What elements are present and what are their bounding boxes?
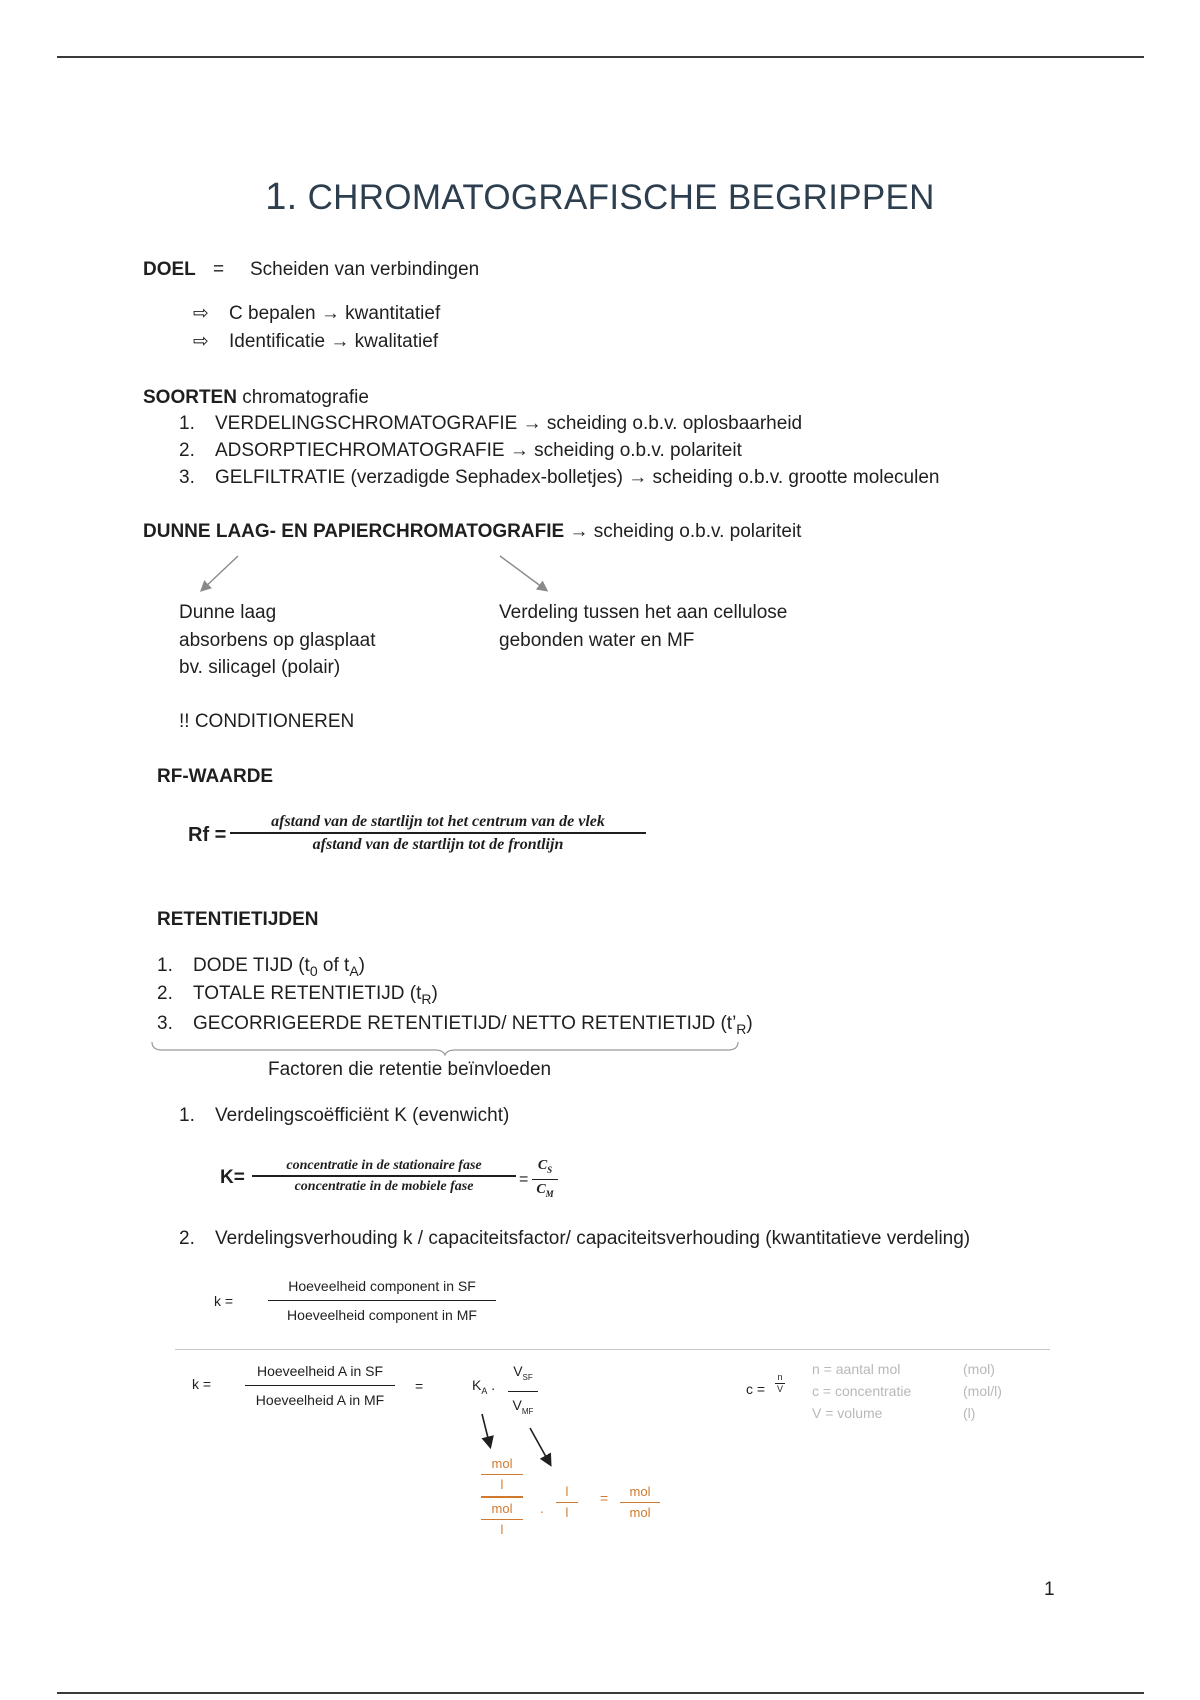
retentie-item-3	[193, 1012, 753, 1041]
soorten-label-rest: chromatografie	[236, 387, 369, 408]
factor1-cs-sub: S	[547, 1164, 553, 1175]
legend-v-unit: (l)	[963, 1405, 976, 1421]
factor1-cm-sub: M	[545, 1189, 554, 1200]
dunne-laag-left-2: absorbens op glasplaat	[179, 630, 376, 651]
factor1-text: Verdelingscoëfficiënt K (evenwicht)	[215, 1105, 510, 1126]
unit-l: l	[565, 1505, 569, 1520]
soorten-label: SOORTEN	[143, 387, 237, 408]
doel-equals: =	[213, 259, 225, 280]
derivation-ka	[472, 1373, 495, 1403]
retentie-num-1: 1.	[157, 955, 173, 976]
dunne-laag-left-1: Dunne laag	[179, 602, 277, 623]
unit-l: l	[500, 1477, 504, 1492]
rf-numerator: afstand van de startlijn tot het centrum van de vlek	[271, 813, 605, 830]
retentie-item-1-text: DODE TIJD (t	[193, 955, 310, 976]
rf-denominator: afstand van de startlijn tot de frontlijn	[312, 835, 564, 853]
retentie-item-1-mid: of t	[317, 955, 350, 976]
soorten-num-3: 3.	[179, 467, 195, 488]
fraction-bar	[556, 1502, 578, 1503]
unit-result-fraction	[620, 1484, 660, 1521]
soorten-num-2: 2.	[179, 440, 195, 461]
soorten-item-3: GELFILTRATIE (verzadigde Sephadex-bolletjes) → scheiding o.b.v. grootte moleculen	[215, 467, 940, 488]
fraction-bar	[481, 1519, 523, 1520]
dunne-laag-heading-rest: → scheiding o.b.v. polariteit	[564, 521, 802, 542]
legend-n-unit: (mol)	[963, 1361, 995, 1377]
retentie-item-3-sub1: R	[736, 1020, 747, 1037]
doel-bullet-1: C bepalen → kwantitatief	[229, 303, 441, 324]
retentie-item-1-end: )	[358, 955, 365, 976]
soorten-item-2: ADSORPTIECHROMATOGRAFIE → scheiding o.b.v. polariteit	[215, 440, 742, 461]
branch-arrows	[190, 552, 570, 602]
top-rule	[57, 56, 1144, 58]
retentie-item-1-sub1: 0	[309, 962, 318, 979]
legend-c-unit: (mol/l)	[963, 1383, 1002, 1399]
retentie-item-3-text: GECORRIGEERDE RETENTIETIJD/ NETTO RETENTIETIJD (t’	[193, 1013, 737, 1034]
retentie-item-1	[193, 954, 365, 983]
derivation-vsf-sub: SF	[522, 1372, 533, 1382]
derivation-ka-letter: K	[472, 1377, 482, 1393]
fraction-bar	[620, 1502, 660, 1503]
factor1-cm	[532, 1180, 558, 1204]
fraction-bar	[268, 1300, 496, 1301]
rf-fraction	[230, 812, 646, 856]
factor2-fraction	[268, 1277, 496, 1324]
legend-v: V = volume	[812, 1405, 883, 1421]
doel-bullet-2: Identificatie → kwalitatief	[229, 331, 439, 352]
unit-eq: =	[600, 1490, 609, 1506]
page-title	[0, 176, 1200, 219]
page-number: 1	[1044, 1579, 1055, 1600]
factor1-cm-letter: C	[536, 1182, 546, 1198]
retentie-item-1-sub2: A	[349, 962, 359, 979]
derivation-numerator: Hoeveelheid A in SF	[256, 1363, 384, 1379]
factor1-numerator: concentratie in de stationaire fase	[286, 1158, 482, 1173]
fraction-bar	[481, 1496, 523, 1498]
factor1-denominator: concentratie in de mobiele fase	[294, 1178, 474, 1194]
factor1-cs	[532, 1157, 558, 1179]
brace-icon	[150, 1040, 740, 1056]
c-fraction	[775, 1372, 785, 1395]
retentie-item-2-sub1: R	[421, 990, 432, 1007]
title-text: CHROMATOGRAFISCHE BEGRIPPEN	[307, 178, 935, 217]
retentie-heading: RETENTIETIJDEN	[157, 909, 319, 930]
fraction-bar	[245, 1385, 395, 1386]
bottom-rule	[57, 1692, 1144, 1694]
retentie-num-2: 2.	[157, 983, 173, 1004]
derivation-vmf-sub: MF	[521, 1406, 534, 1416]
arrow-down-icon	[530, 1428, 550, 1464]
title-number: 1.	[265, 176, 298, 218]
derivation-dot: .	[491, 1377, 496, 1393]
arrow-bullet-icon: ⇨	[193, 303, 209, 324]
factor1-cs-letter: C	[537, 1158, 548, 1173]
c-numerator: n	[777, 1372, 783, 1382]
dunne-laag-heading	[143, 520, 801, 544]
unit-mol: mol	[491, 1500, 513, 1516]
fraction-bar	[481, 1474, 523, 1475]
soorten-heading	[143, 386, 369, 410]
unit-mol: mol	[629, 1484, 651, 1499]
factor1-num: 1.	[179, 1105, 195, 1126]
derivation-fraction	[245, 1362, 395, 1409]
dunne-laag-left-3: bv. silicagel (polair)	[179, 657, 341, 678]
conditioneren-note: !! CONDITIONEREN	[179, 711, 355, 732]
unit-l-fraction	[556, 1484, 578, 1521]
factor2-num: 2.	[179, 1228, 195, 1249]
legend-n: n = aantal mol	[812, 1361, 901, 1377]
derivation-vsf-letter: V	[513, 1363, 523, 1379]
factor2-text: Verdelingsverhouding k / capaciteitsfactor/ capaciteitsverhouding (kwantitatieve verdeling)	[215, 1228, 971, 1249]
derivation-denominator: Hoeveelheid A in MF	[255, 1392, 385, 1408]
rf-lhs: Rf =	[188, 824, 227, 846]
fraction-bar	[508, 1391, 538, 1392]
retentie-num-3: 3.	[157, 1013, 173, 1034]
unit-mol: mol	[629, 1505, 651, 1520]
derivation-lhs: k =	[192, 1376, 212, 1392]
unit-mol: mol	[491, 1456, 513, 1471]
units-compound-fraction	[481, 1456, 523, 1538]
retentie-item-2-end: )	[431, 983, 438, 1004]
legend-c: c = concentratie	[812, 1383, 912, 1399]
retentie-item-3-end: )	[746, 1013, 753, 1034]
arrow-left-icon	[202, 556, 238, 590]
factor2-numerator: Hoeveelheid component in SF	[288, 1278, 476, 1294]
factor1-fraction	[252, 1157, 516, 1197]
c-eq: c =	[746, 1381, 766, 1397]
derivation-vmf-letter: V	[512, 1396, 522, 1413]
arrow-down-icon	[482, 1414, 490, 1446]
factor1-lhs: K=	[220, 1167, 245, 1188]
soorten-item-1: VERDELINGSCHROMATOGRAFIE → scheiding o.b.v. oplosbaarheid	[215, 413, 803, 434]
doel-label: DOEL	[143, 259, 196, 280]
c-denominator: V	[776, 1384, 783, 1394]
unit-l: l	[565, 1484, 569, 1499]
dunne-laag-right-1: Verdeling tussen het aan cellulose	[499, 602, 788, 623]
doel-text: Scheiden van verbindingen	[250, 259, 480, 280]
factor2-lhs: k =	[214, 1293, 234, 1309]
unit-l: l	[500, 1521, 504, 1537]
soorten-num-1: 1.	[179, 413, 195, 434]
derivation-vsf	[508, 1362, 538, 1387]
arrow-bullet-icon: ⇨	[193, 331, 209, 352]
retentie-item-2-text: TOTALE RETENTIETIJD (t	[193, 983, 422, 1004]
dunne-laag-heading-bold: DUNNE LAAG- EN PAPIERCHROMATOGRAFIE	[143, 521, 565, 542]
retentie-item-2	[193, 982, 438, 1011]
unit-dot: .	[540, 1500, 544, 1516]
factor1-eq: =	[519, 1171, 529, 1188]
derivation-ka-sub: A	[481, 1385, 488, 1396]
factors-caption: Factoren die retentie beïnvloeden	[268, 1059, 552, 1080]
factor1-cs-cm-fraction	[532, 1157, 558, 1204]
factor2-denominator: Hoeveelheid component in MF	[287, 1307, 477, 1323]
derivation-divider	[175, 1349, 1050, 1350]
dunne-laag-right-2: gebonden water en MF	[499, 630, 695, 651]
derivation-eq: =	[415, 1378, 424, 1394]
rf-heading: RF-WAARDE	[157, 766, 274, 787]
arrow-right-icon	[500, 556, 546, 590]
